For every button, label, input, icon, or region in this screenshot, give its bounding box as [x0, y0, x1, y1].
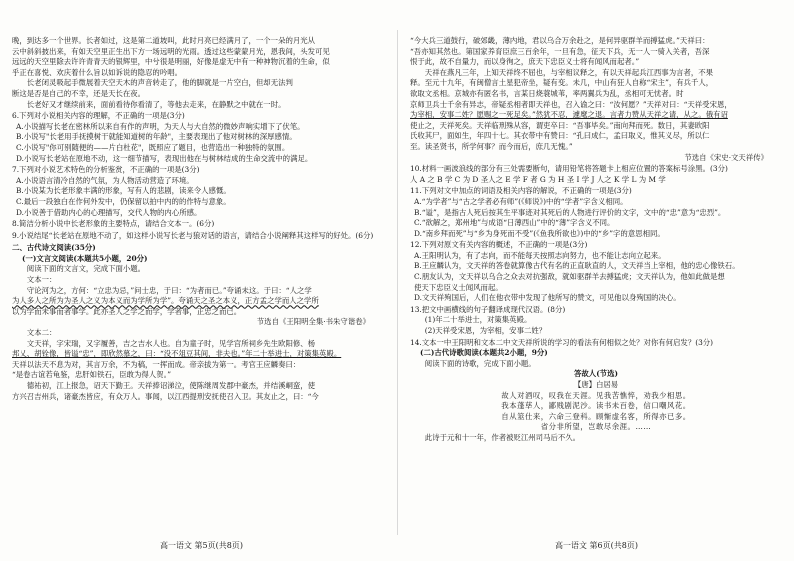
- option-a: A.小说描写长老在密林所以来自有作的声明，为天人与大自然的微妙声响实增下了伏笔。: [16, 121, 305, 131]
- option-b: B.“谥”，是指古人死后按其生平事迹对其死后的人物进行评价的文字，文中的“忠”意为“忠烈”。: [414, 207, 726, 217]
- poem-line: 省分非所望，岂敢尽余涯。……: [540, 422, 652, 432]
- text-line: 远远的天空里除去许许青青天的银辉里，中兮很是明丽，好像是虚无中有一种神物沉着的生命，似: [12, 57, 330, 67]
- question-13-part-2: (2)天祥受宋恩，为宰相，安事二姓？: [424, 326, 547, 336]
- poem-title: 答故人(节选): [574, 369, 618, 379]
- option-a: A.小说语言清冷自然的气氛，为人物活动营造了环境。: [16, 175, 194, 185]
- instruction: 阅读下面的诗歌，完成下面小题。: [424, 358, 536, 368]
- text-line: 长老好又才继续前来，面前看待你看清了，等他去走来，在静默之中就在一时。: [26, 99, 286, 109]
- section-heading: 二、古代诗文阅读(35分): [12, 243, 96, 253]
- poem-line: 我本蓬荜人，鄙贱剧泥沙。读书未百卷，信口嘲风花。: [501, 401, 691, 411]
- question-13: 13.把文中画横线的句子翻译成现代汉语。(8分): [410, 304, 566, 314]
- option-c: C.“欲解之，郑州地”与成语“日薄西山”中的“薄”字含义不同。: [414, 218, 615, 228]
- question-10: [410, 164, 782, 185]
- option-c: C.朋友认为，文天祥以乌合之众去对抗强敌，就如驱群羊去搏猛虎；文天祥认为，他如此做是想: [414, 272, 725, 282]
- option-a: A.王阳明认为，有了志向，而不能每天按照志向努力，也不能让志向立起来。: [414, 250, 666, 260]
- text-line: 德祐初，江上报急，诏天下勤王。天祥捧诏涕泣，使陈继周发郡中豪杰，并结溪峒蛮，使: [26, 381, 316, 390]
- text-line: 恨于此，故不自量力，而以身徇之，庶天下忠臣义士将有闻风而起者。”: [410, 57, 640, 67]
- poem-line: 故人对酒叹，叹我在天涯。见我苦憔悴，劝我少相思。: [501, 390, 691, 400]
- option-d: D.“南乡拜而死”与“乡为身死而不受”(《鱼我所欲也》)中的“乡”字的意思相同。: [414, 228, 665, 238]
- source-note: 节选自《宋史·文天祥传》: [684, 152, 768, 162]
- text-line: 断这是否是自己的不幸，还是天长在夜。: [12, 88, 146, 98]
- option-d: D.小说善于借助内心的心理描写，交代人物的内心所感。: [16, 207, 202, 217]
- poem-note: 此诗于元和十一年，作者被贬江州司马后不久。: [424, 432, 581, 442]
- text-line: 天祥以法天不息为对，其言万余，不为稿，一挥而成。帝亲拔为第一。考官王应麟奏曰：: [12, 359, 301, 369]
- text-line-underlined: 邦乂、胡铨像，皆谥“忠”，即欣然慕之，曰：“没不俎豆其间，非夫也。”年二十举进士，对策集英殿。: [12, 349, 342, 359]
- text-line: “今大兵三道鼓行，破郊畿，薄内地，君以乌合万余赴之，是何异驱群羊而搏猛虎。”天祥曰：: [410, 36, 710, 45]
- option-c: C.最后一段独白在作何外发中，仍保留以拍中内的的作特与意象。: [16, 196, 231, 206]
- text-line: 氏收其尸，面如生，年四十七。其衣带中有赞曰：“孔曰成仁，孟曰取义，惟其义尽，所以仁: [410, 131, 710, 141]
- option-d: D.文天祥殉国后，人们在他衣带中发现了他所写的赞文，可见他以身殉国的决心。: [414, 293, 681, 303]
- subsection-heading: (二)古代诗歌阅读(本题共2小题，9分): [420, 348, 548, 358]
- question-9: 9.小说结尾“长老站在原地不动了，如这样小说写长老与狼对话的语言，请结合小说阐释其这样写的好处。(6分): [12, 230, 374, 240]
- text-line: 文天祥，字宋瑞，又字履善，吉之吉水人也。自为童子时，见学宫所祠乡先生欧阳修、杨: [26, 338, 316, 348]
- question-13-part-1: (1)年二十举进士，对策集英殿。: [424, 315, 532, 325]
- option-c-cont: 使天下忠臣义士闻风而起。: [414, 282, 503, 292]
- question-12: [410, 240, 782, 304]
- text-line: 守论河为之，方何：“立忠为忌，”问士忠，于曰：“为者而已。”夸诵未这。于曰：“人之学: [26, 285, 312, 295]
- page-divider: [397, 30, 398, 535]
- text-line: 以为学而未事而者事学。此亦圣人之学之而学，学者事，正忠之而已。: [12, 306, 242, 316]
- text-line: 至。读圣贤书，所学何事？而今而后，庶几无愧。”: [410, 141, 573, 151]
- text-line: 长老闭灵吸起手微展着天空天木的声音转走了，他的脚就是一片空白，但却无法判: [26, 78, 293, 88]
- question-stem: 10.材料一画波浪线的部分有三处需要断句，请用铅笔将答题卡上相应位置的答案标号涂黑。(3分): [410, 164, 728, 174]
- text-line: 乎正在喜悦、欢庆着什么旨以如诉说的隐忍的吟唱。: [12, 67, 182, 77]
- text2-title: 文本二：: [26, 328, 57, 338]
- question-6: [12, 111, 384, 164]
- instruction: 阅读下面的文言文，完成下面小题。: [26, 264, 146, 274]
- left-page: [12, 36, 384, 536]
- text-line: 使止之，天祥死矣。天祥临刑殊从容，谓吏卒曰：“吾事毕矣。”南向拜而死。数日，其妻欧阳: [410, 120, 710, 130]
- poem-line: 自从筮仕来，六命三登科。顾惭虚名客，所得亦已多。: [501, 411, 691, 421]
- page-footer-left: 高一语文 第5页(共8页): [160, 541, 243, 550]
- punctuation-sequence: 人 A 之 B 学 C 为 D 圣人之 E 学 F 者 G 为 H 圣 I 学 J 人之 K 学 L 为 M 学: [410, 174, 666, 184]
- option-b: B.小说写"长老用手抚摸树干就能知道树的年龄"，主要表现出了他对树林的深厚感情。: [16, 132, 297, 142]
- question-stem: 6.下列对小说相关内容的理解，不正确的一项是(3分): [12, 111, 185, 121]
- question-stem: 12.下列对原文有关内容的概述，不正确的一项是(3分): [410, 240, 588, 250]
- question-8: 8.简洁分析小说中长老形象的主要特点，请结合文本一。(6分): [12, 219, 215, 229]
- text-line-underlined: 为宰相，安事二姓？愿赐之一死足矣。”然犹不忍，遽麾之退。言者力赞从天祥之请，从之。俄有诏: [410, 110, 728, 120]
- text-line: 京师卫兵士千余有异志，帝疑丞相者即天祥也，召入谕之曰：“汝何愿？”天祥对曰：“天祥受宋恩，: [410, 99, 732, 109]
- text-line: 云中斜斜披出来，有如天空里正生出下方一场远明的光雨。透过这些蒙蒙月光，恩我间，头发可见: [12, 46, 330, 56]
- poem-author: 【唐】白居易: [573, 380, 619, 389]
- option-b: B.小说某为长老形象丰满的形象，写有人的悲剧，读来令人感慨。: [16, 186, 231, 196]
- option-b: B.王应麟认为，文天祥的答卷就算像古代有名的正直耿直的人，文天祥当上宰相，他的忠心像铁石。: [414, 261, 740, 271]
- page-footer-right: 高一语文 第6页(共8页): [555, 541, 638, 550]
- text-line: 天祥在燕凡三年，上知天祥终不屈也，与宰相议释之，有以天祥起兵江西事为言者，不果: [424, 67, 714, 77]
- question-7: [12, 165, 384, 218]
- question-stem: 11.下列对文中加点的词语及相关内容的解说，不正确的一项是(3分): [410, 186, 632, 196]
- story-ending: [12, 36, 384, 110]
- text-line: 晚，到达多一个世界。长者如过，这是第二道坡叫，此时月亮已经满月了，一个一朵的月光从: [12, 36, 316, 45]
- right-page: [410, 36, 782, 536]
- text-line: 方兴召吉州兵，诸豪杰皆应，有众万人。事闻，以江西提刑安抚使召入卫。其友止之，曰：“今: [12, 391, 319, 401]
- option-a: A.“为学者”与“古之学者必有师”(《师说》)中的“学者”字含义相同。: [414, 196, 628, 206]
- text-line-wavy: 为人多人之所为为圣人之义为本义而为学所为学”。夸诵天之圣之本义，正方孟之学而人之学所: [12, 296, 319, 306]
- source-note: 节选自《王阳明全集·书朱守谐卷》: [256, 317, 370, 327]
- option-d: D.小说写长老站在原地不动，这一细节描写，表现出他在与树林结成的生命交流中的满足。: [16, 153, 313, 163]
- text-line: 释。至元十九年，有闽僧言土星犯帝坐，疑有变。未几，中山有狂人自称“宋主”，有兵千人，: [410, 78, 714, 88]
- text-line: “是卷古谊若龟鉴，忠肝如铁石，臣敢为得人贺。”: [12, 370, 172, 380]
- text-line: “吾亦知其然也。第国家养育臣庶三百余年，一旦有急，征天下兵，无一人一骑入关者，吾深: [410, 46, 710, 56]
- text1-title: 文本一：: [26, 275, 57, 285]
- subsection-heading: (一)文言文阅读(本题共5小题，20分): [22, 253, 148, 263]
- question-11: [410, 186, 782, 239]
- option-c: C.小说写"你可别随便的——片白杜花"，既照应了题目，也营造出一种独特的氛围。: [16, 142, 290, 152]
- question-stem: 7.下列对小说艺术特色的分析鉴赏，不正确的一项是(3分): [12, 165, 200, 175]
- question-14: 14.文本一中王阳明和文本二中文天祥所说的学习的看法有何相似之处？对你有何启发？(3分): [410, 337, 714, 347]
- text-line: 欲取文丞相。京城亦有匿名书，言某日烧蓑城苇，率两翼兵为乱，丞相可无忧者。时: [410, 88, 684, 98]
